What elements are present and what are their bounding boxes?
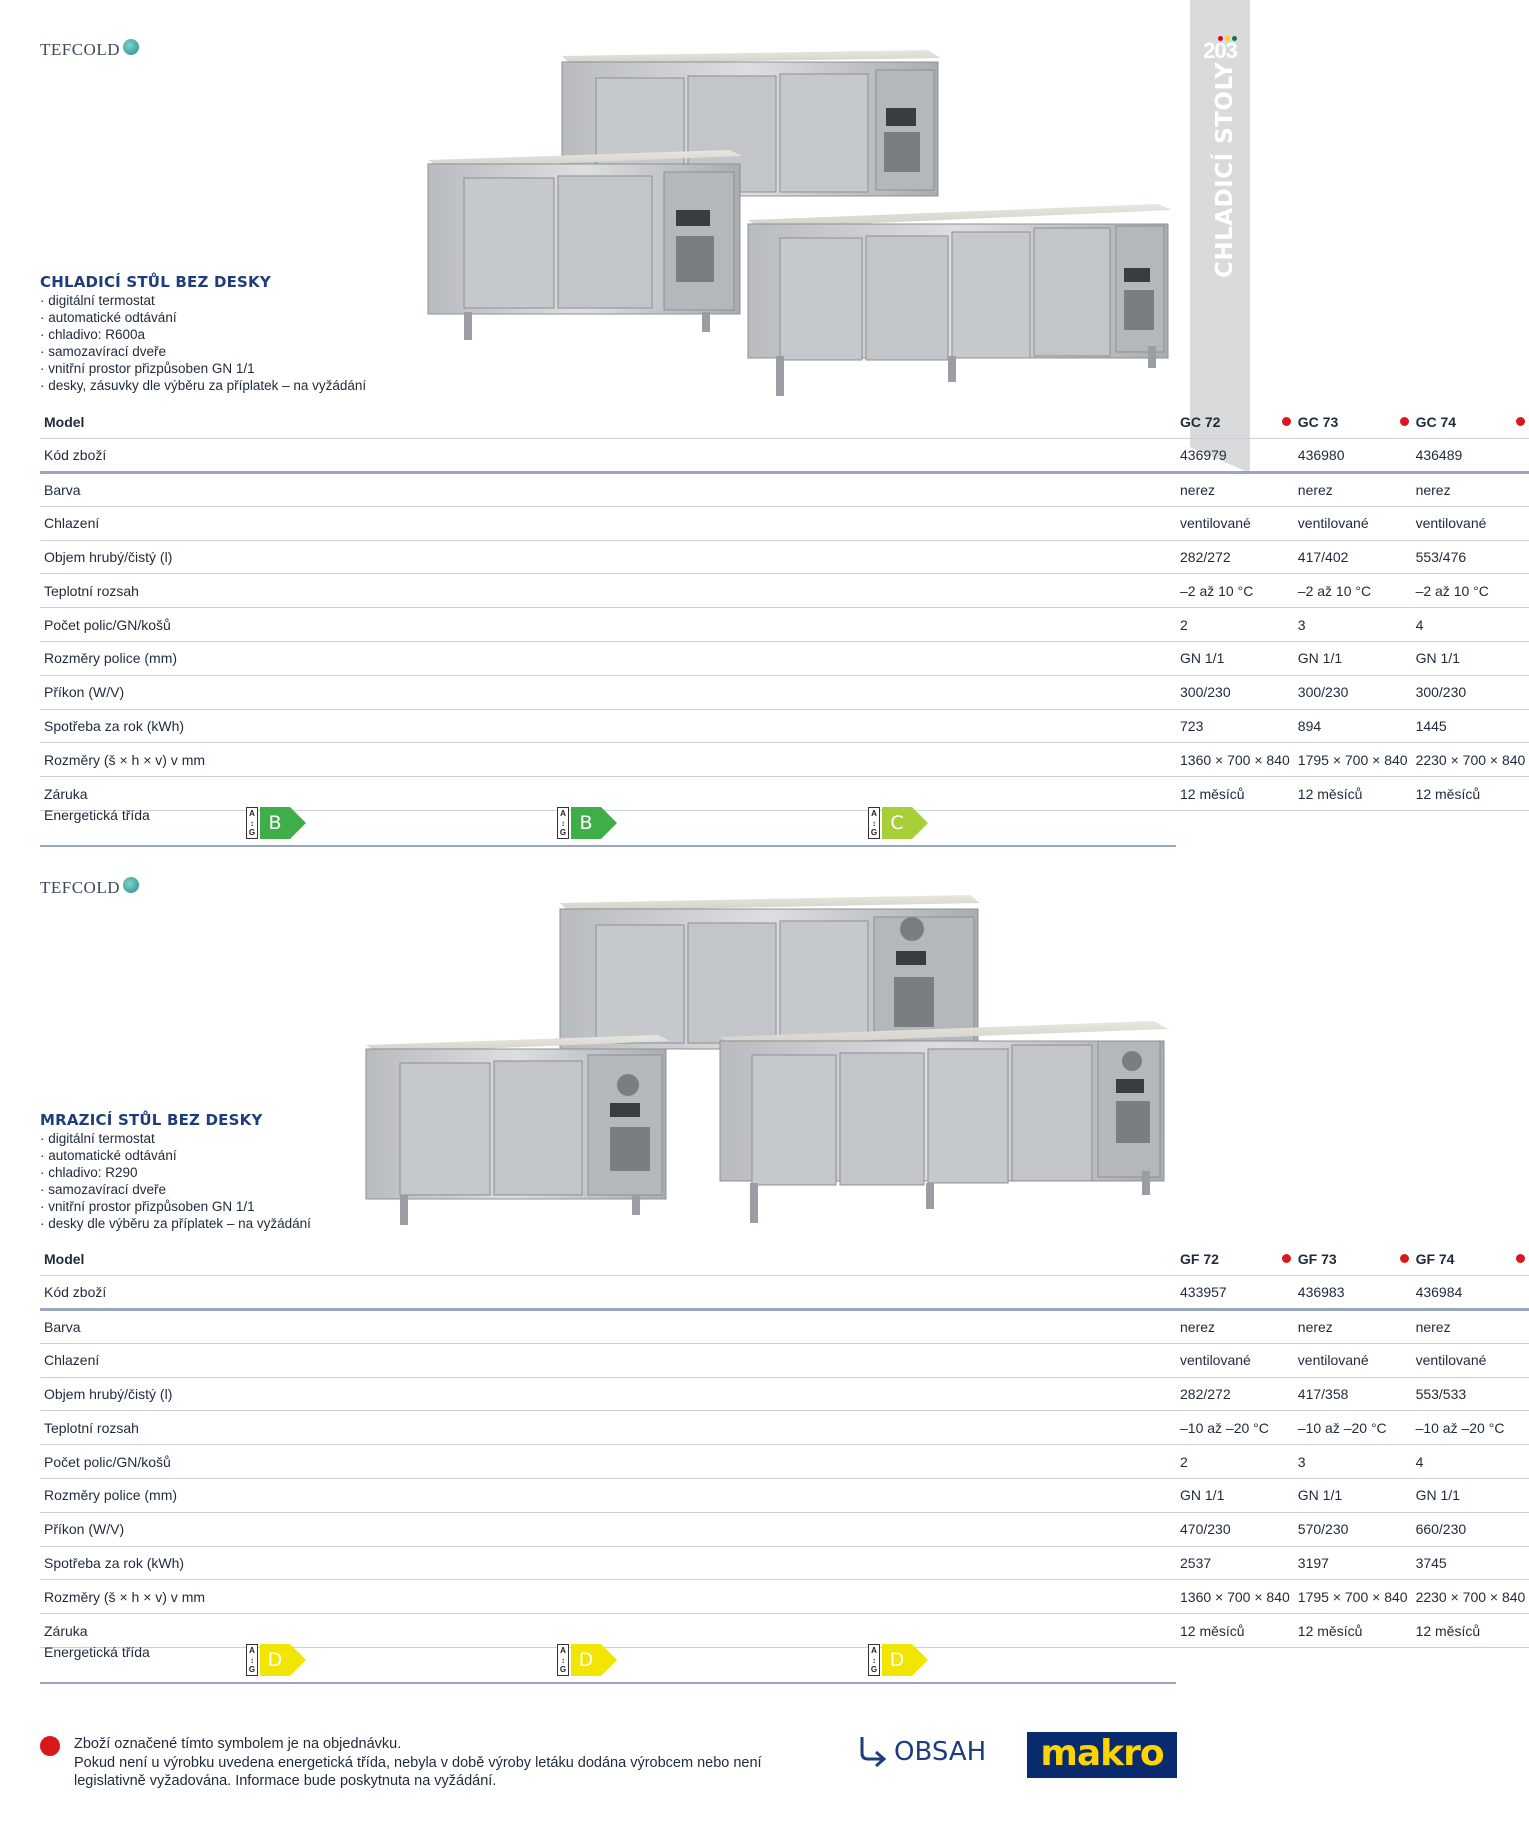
row-label: Barva — [40, 1310, 1176, 1344]
energy-scale-top: A — [249, 1646, 255, 1656]
row-label: Rozměry (š × h × v) v mm — [40, 1580, 1176, 1614]
table-cell: GN 1/1 — [1294, 642, 1412, 676]
feature-item: · automatické odtávání — [40, 309, 366, 326]
table-cell: 2537 — [1176, 1546, 1294, 1580]
table-cell: ventilované — [1176, 506, 1294, 540]
energy-arrow — [260, 807, 306, 839]
energy-class-letter: D — [267, 1649, 283, 1672]
energy-scale-bottom: G — [870, 828, 878, 838]
model-header-wrap — [1416, 414, 1526, 430]
energy-scale-top: A — [871, 1646, 877, 1656]
table-row — [40, 1479, 1529, 1513]
table-row — [40, 1445, 1529, 1479]
energy-arrow-tip — [912, 1644, 928, 1676]
energy-label-badge — [557, 807, 860, 839]
energy-cell — [864, 807, 1176, 847]
section-title-chladici: CHLADICÍ STŮL BEZ DESKY — [40, 273, 271, 291]
model-name — [1416, 414, 1456, 430]
table-cell: 1795 × 700 × 840 — [1294, 1580, 1412, 1614]
brand-logo — [40, 40, 139, 60]
energy-cell — [553, 1644, 864, 1684]
table-cell: 12 měsíců — [1176, 1614, 1294, 1648]
energy-cell — [553, 807, 864, 847]
energy-cell — [864, 1644, 1176, 1684]
table-cell: nerez — [1412, 1310, 1529, 1344]
feature-item: · vnitřní prostor přizpůsoben GN 1/1 — [40, 360, 366, 377]
feature-item: · samozavírací dveře — [40, 1181, 311, 1198]
energy-scale-top: A — [871, 809, 877, 819]
energy-scale-icon — [557, 1644, 569, 1676]
energy-scale-bottom: G — [870, 1665, 878, 1675]
energy-class-letter: B — [268, 812, 282, 835]
table-cell: GN 1/1 — [1294, 1479, 1412, 1513]
page-number: 203 — [1203, 38, 1237, 63]
energy-arrow — [882, 807, 928, 839]
energy-scale-top: A — [249, 809, 255, 819]
table-header-row — [40, 1242, 1529, 1276]
table-row — [40, 506, 1529, 540]
table-cell: 3 — [1294, 1445, 1412, 1479]
order-dot — [1516, 1254, 1525, 1263]
table-cell: 282/272 — [1176, 540, 1294, 574]
row-label: Objem hrubý/čistý (l) — [40, 540, 1176, 574]
table-cell: 12 měsíců — [1176, 777, 1294, 811]
row-label: Kód zboží — [40, 439, 1176, 473]
contents-link-label: OBSAH — [894, 1737, 987, 1767]
brand-name: TEFCOLD — [40, 878, 120, 897]
footer-note-energy: Pokud není u výrobku uvedena energetická třída, nebyla v době výroby letáku dodána výrobcem nebo není legislativně vyžadována. Informace bude poskytnuta na vyžádání. — [74, 1754, 762, 1789]
table-header-row — [40, 405, 1529, 439]
energy-scale-bottom: G — [559, 828, 567, 838]
row-label: Příkon (W/V) — [40, 675, 1176, 709]
model-header-wrap — [1298, 1251, 1408, 1267]
spec-table-mrazici — [40, 1242, 1529, 1680]
table-cell: 1445 — [1412, 709, 1529, 743]
product-image-gf74-group — [360, 895, 1180, 1235]
table-cell: 300/230 — [1294, 675, 1412, 709]
energy-arrow-tip — [290, 807, 306, 839]
energy-scale-arrow: ↕ — [561, 818, 565, 828]
table-row — [40, 675, 1529, 709]
energy-label-badge — [557, 1644, 860, 1676]
contents-link[interactable] — [856, 1735, 986, 1769]
table-cell: 2 — [1176, 608, 1294, 642]
energy-arrow — [882, 1644, 928, 1676]
model-header-wrap — [1180, 414, 1290, 430]
energy-arrow-tip — [290, 1644, 306, 1676]
row-label: Záruka — [40, 1614, 1176, 1648]
table-cell: nerez — [1412, 473, 1529, 507]
model-name — [1180, 1251, 1219, 1267]
energy-class-letter: D — [578, 1649, 594, 1672]
table-cell: 12 měsíců — [1294, 1614, 1412, 1648]
table-cell: 1795 × 700 × 840 — [1294, 743, 1412, 777]
table-cell: 300/230 — [1412, 675, 1529, 709]
model-name — [1180, 414, 1220, 430]
table-row — [40, 1614, 1529, 1648]
table-cell: 3 — [1294, 608, 1412, 642]
energy-scale-bottom: G — [248, 828, 256, 838]
order-dot — [1400, 417, 1409, 426]
energy-class-letter: D — [889, 1649, 905, 1672]
table-cell: GN 1/1 — [1176, 1479, 1294, 1513]
table-cell: ventilované — [1294, 506, 1412, 540]
row-label: Spotřeba za rok (kWh) — [40, 1546, 1176, 1580]
table-cell: nerez — [1294, 1310, 1412, 1344]
model-label: GF 73 — [1297, 1250, 1337, 1267]
feature-item: · chladivo: R290 — [40, 1164, 311, 1181]
feature-item: · desky dle výběru za příplatek – na vyžádání — [40, 1215, 311, 1232]
model-label: GF 74 — [1415, 1250, 1455, 1267]
brand-name: TEFCOLD — [40, 40, 120, 59]
table-cell: –10 až –20 °C — [1294, 1411, 1412, 1445]
footer-note-order: Zboží označené tímto symbolem je na objednávku. — [74, 1736, 402, 1752]
model-header-cell — [1412, 1242, 1529, 1276]
model-header-cell — [1412, 405, 1529, 439]
model-header-wrap — [1416, 1251, 1526, 1267]
feature-item: · samozavírací dveře — [40, 343, 366, 360]
snowflake-icon — [123, 877, 139, 893]
table-cell: 436489 — [1412, 439, 1529, 473]
footer-note — [74, 1735, 794, 1791]
table-cell: GN 1/1 — [1412, 1479, 1529, 1513]
header-label: Model — [40, 1242, 1176, 1276]
table-row — [40, 1512, 1529, 1546]
energy-class-letter: C — [890, 812, 904, 835]
table-row — [40, 1276, 1529, 1310]
energy-scale-top: A — [560, 1646, 566, 1656]
row-label: Teplotní rozsah — [40, 1411, 1176, 1445]
table-row — [40, 1546, 1529, 1580]
energy-scale-arrow: ↕ — [250, 818, 254, 828]
model-header-wrap — [1298, 414, 1408, 430]
table-cell: 12 měsíců — [1412, 1614, 1529, 1648]
model-header-cell — [1176, 1242, 1294, 1276]
energy-scale-arrow: ↕ — [250, 1655, 254, 1665]
table-row — [40, 777, 1529, 811]
side-section-title: CHLADICÍ STOLY — [1212, 61, 1238, 278]
energy-scale-icon — [246, 807, 258, 839]
energy-scale-arrow: ↕ — [561, 1655, 565, 1665]
table-cell: 4 — [1412, 1445, 1529, 1479]
energy-scale-arrow: ↕ — [872, 818, 876, 828]
energy-arrow-tip — [912, 807, 928, 839]
order-dot — [1282, 417, 1291, 426]
table-cell: 12 měsíců — [1294, 777, 1412, 811]
energy-class-row — [40, 811, 1176, 843]
table-cell: 470/230 — [1176, 1512, 1294, 1546]
table-row — [40, 743, 1529, 777]
row-label: Chlazení — [40, 1343, 1176, 1377]
row-label: Počet polic/GN/košů — [40, 608, 1176, 642]
snowflake-icon — [123, 39, 139, 55]
table-row — [40, 439, 1529, 473]
table-cell: 436984 — [1412, 1276, 1529, 1310]
row-label: Energetická třída — [40, 1644, 242, 1684]
table-cell: 1360 × 700 × 840 — [1176, 743, 1294, 777]
row-label: Chlazení — [40, 506, 1176, 540]
table-cell: –2 až 10 °C — [1294, 574, 1412, 608]
table-cell: 553/476 — [1412, 540, 1529, 574]
spec-table-chladici — [40, 405, 1529, 843]
table-cell: nerez — [1294, 473, 1412, 507]
row-label: Rozměry police (mm) — [40, 1479, 1176, 1513]
table-row — [40, 540, 1529, 574]
feature-item: · digitální termostat — [40, 292, 366, 309]
table-cell: nerez — [1176, 1310, 1294, 1344]
model-label: GC 74 — [1415, 413, 1457, 430]
table-row — [40, 1310, 1529, 1344]
energy-scale-icon — [868, 1644, 880, 1676]
order-dot — [1516, 417, 1525, 426]
energy-scale-top: A — [560, 809, 566, 819]
table-row — [40, 1580, 1529, 1614]
energy-arrow — [260, 1644, 306, 1676]
feature-item: · vnitřní prostor přizpůsoben GN 1/1 — [40, 1198, 311, 1215]
row-label: Rozměry (š × h × v) v mm — [40, 743, 1176, 777]
table-cell: 12 měsíců — [1412, 777, 1529, 811]
energy-scale-bottom: G — [559, 1665, 567, 1675]
model-header-wrap — [1180, 1251, 1290, 1267]
row-label: Spotřeba za rok (kWh) — [40, 709, 1176, 743]
model-label: GC 72 — [1180, 413, 1221, 430]
table-cell: 417/402 — [1294, 540, 1412, 574]
energy-class-letter: B — [579, 812, 593, 835]
energy-arrow-tip — [601, 807, 617, 839]
table-cell: ventilované — [1412, 506, 1529, 540]
table-row — [40, 473, 1529, 507]
energy-cell — [242, 1644, 553, 1684]
energy-scale-icon — [557, 807, 569, 839]
section-title-mrazici: MRAZICÍ STŮL BEZ DESKY — [40, 1111, 263, 1129]
makro-logo-text: makro — [1040, 1732, 1164, 1774]
energy-scale-bottom: G — [248, 1665, 256, 1675]
row-label: Teplotní rozsah — [40, 574, 1176, 608]
table-cell: 1360 × 700 × 840 — [1176, 1580, 1294, 1614]
table-row — [40, 1411, 1529, 1445]
row-label: Počet polic/GN/košů — [40, 1445, 1176, 1479]
table-row — [40, 1377, 1529, 1411]
energy-label-badge — [246, 1644, 549, 1676]
energy-label-badge — [868, 807, 1172, 839]
table-row — [40, 574, 1529, 608]
energy-arrow — [571, 807, 617, 839]
table-cell: 433957 — [1176, 1276, 1294, 1310]
energy-cell — [242, 807, 553, 847]
model-header-cell — [1294, 1242, 1412, 1276]
return-arrow-icon — [856, 1735, 888, 1769]
row-label: Záruka — [40, 777, 1176, 811]
table-cell: GN 1/1 — [1412, 642, 1529, 676]
table-row — [40, 642, 1529, 676]
row-label: Kód zboží — [40, 1276, 1176, 1310]
row-label: Objem hrubý/čistý (l) — [40, 1377, 1176, 1411]
row-label: Energetická třída — [40, 807, 242, 847]
product-image-gc74-group — [420, 50, 1180, 410]
table-cell: 3197 — [1294, 1546, 1412, 1580]
table-cell: –10 až –20 °C — [1412, 1411, 1529, 1445]
feature-list-mrazici — [40, 1130, 311, 1232]
energy-scale-icon — [868, 807, 880, 839]
energy-label-badge — [868, 1644, 1172, 1676]
table-cell: 3745 — [1412, 1546, 1529, 1580]
table-row — [40, 709, 1529, 743]
feature-item: · desky, zásuvky dle výběru za příplatek – na vyžádání — [40, 377, 366, 394]
model-label: GC 73 — [1297, 413, 1339, 430]
row-label: Rozměry police (mm) — [40, 642, 1176, 676]
table-cell: nerez — [1176, 473, 1294, 507]
energy-label-badge — [246, 807, 549, 839]
table-cell: ventilované — [1294, 1343, 1412, 1377]
table-cell: GN 1/1 — [1176, 642, 1294, 676]
table-cell: 300/230 — [1176, 675, 1294, 709]
table-cell: 2 — [1176, 1445, 1294, 1479]
energy-arrow-tip — [601, 1644, 617, 1676]
table-cell: 2230 × 700 × 840 — [1412, 1580, 1529, 1614]
feature-item: · digitální termostat — [40, 1130, 311, 1147]
model-name — [1416, 1251, 1455, 1267]
model-label: GF 72 — [1180, 1250, 1219, 1267]
table-cell: 2230 × 700 × 840 — [1412, 743, 1529, 777]
table-cell: 436983 — [1294, 1276, 1412, 1310]
row-label: Příkon (W/V) — [40, 1512, 1176, 1546]
table-row — [40, 1343, 1529, 1377]
table-cell: –10 až –20 °C — [1176, 1411, 1294, 1445]
makro-logo — [1027, 1732, 1177, 1778]
model-name — [1298, 1251, 1337, 1267]
table-cell: –2 až 10 °C — [1412, 574, 1529, 608]
order-symbol-dot — [40, 1736, 60, 1756]
model-header-cell — [1294, 405, 1412, 439]
table-cell: ventilované — [1176, 1343, 1294, 1377]
feature-list-chladici — [40, 292, 366, 394]
table-cell: ventilované — [1412, 1343, 1529, 1377]
table-cell: 553/533 — [1412, 1377, 1529, 1411]
order-dot — [1282, 1254, 1291, 1263]
header-label: Model — [40, 405, 1176, 439]
energy-arrow — [571, 1644, 617, 1676]
model-header-cell — [1176, 405, 1294, 439]
energy-class-row — [40, 1648, 1176, 1680]
table-cell: 436980 — [1294, 439, 1412, 473]
energy-scale-arrow: ↕ — [872, 1655, 876, 1665]
model-name — [1298, 414, 1338, 430]
table-cell: 570/230 — [1294, 1512, 1412, 1546]
table-cell: 894 — [1294, 709, 1412, 743]
row-label: Barva — [40, 473, 1176, 507]
table-cell: 723 — [1176, 709, 1294, 743]
table-cell: 436979 — [1176, 439, 1294, 473]
order-dot — [1400, 1254, 1409, 1263]
table-cell: 417/358 — [1294, 1377, 1412, 1411]
table-cell: –2 až 10 °C — [1176, 574, 1294, 608]
energy-scale-icon — [246, 1644, 258, 1676]
brand-logo — [40, 878, 139, 898]
table-row — [40, 608, 1529, 642]
table-cell: 4 — [1412, 608, 1529, 642]
table-cell: 660/230 — [1412, 1512, 1529, 1546]
feature-item: · automatické odtávání — [40, 1147, 311, 1164]
feature-item: · chladivo: R600a — [40, 326, 366, 343]
table-cell: 282/272 — [1176, 1377, 1294, 1411]
